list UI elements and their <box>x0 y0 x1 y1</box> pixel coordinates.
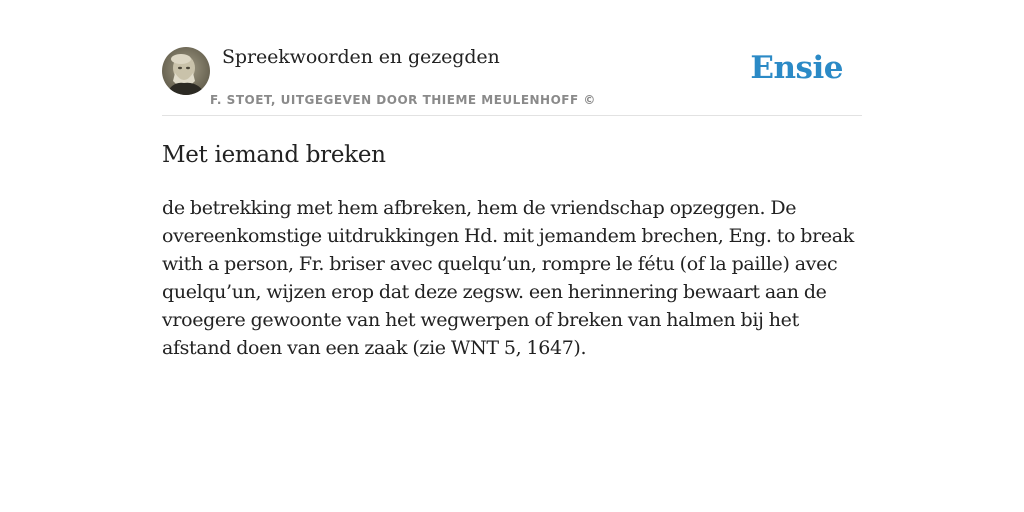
entry-header <box>162 40 862 116</box>
entry-card <box>162 40 862 362</box>
entry-title: Met iemand breken <box>162 142 386 168</box>
ensie-logo[interactable]: Ensie <box>750 50 843 86</box>
author-portrait-icon[interactable] <box>162 47 210 95</box>
entry-definition: de betrekking met hem afbreken, hem de vriendschap opzeggen. De overeenkomstige uitdrukkingen Hd. mit jemandem brechen, Eng. to break with a person, Fr. briser avec quelqu’un, rompre le fétu (of la paille) avec quelqu’un, wijzen erop dat deze zegsw. een herinnering bewaart aan de vroegere gewoonte van het wegwerpen of breken van halmen bij het afstand doen van een zaak (zie WNT 5, 1647). <box>162 197 854 359</box>
book-title[interactable]: Spreekwoorden en gezegden <box>222 46 500 68</box>
publisher-credit: F. STOET, UITGEGEVEN DOOR THIEME MEULENHOFF © <box>210 93 596 107</box>
